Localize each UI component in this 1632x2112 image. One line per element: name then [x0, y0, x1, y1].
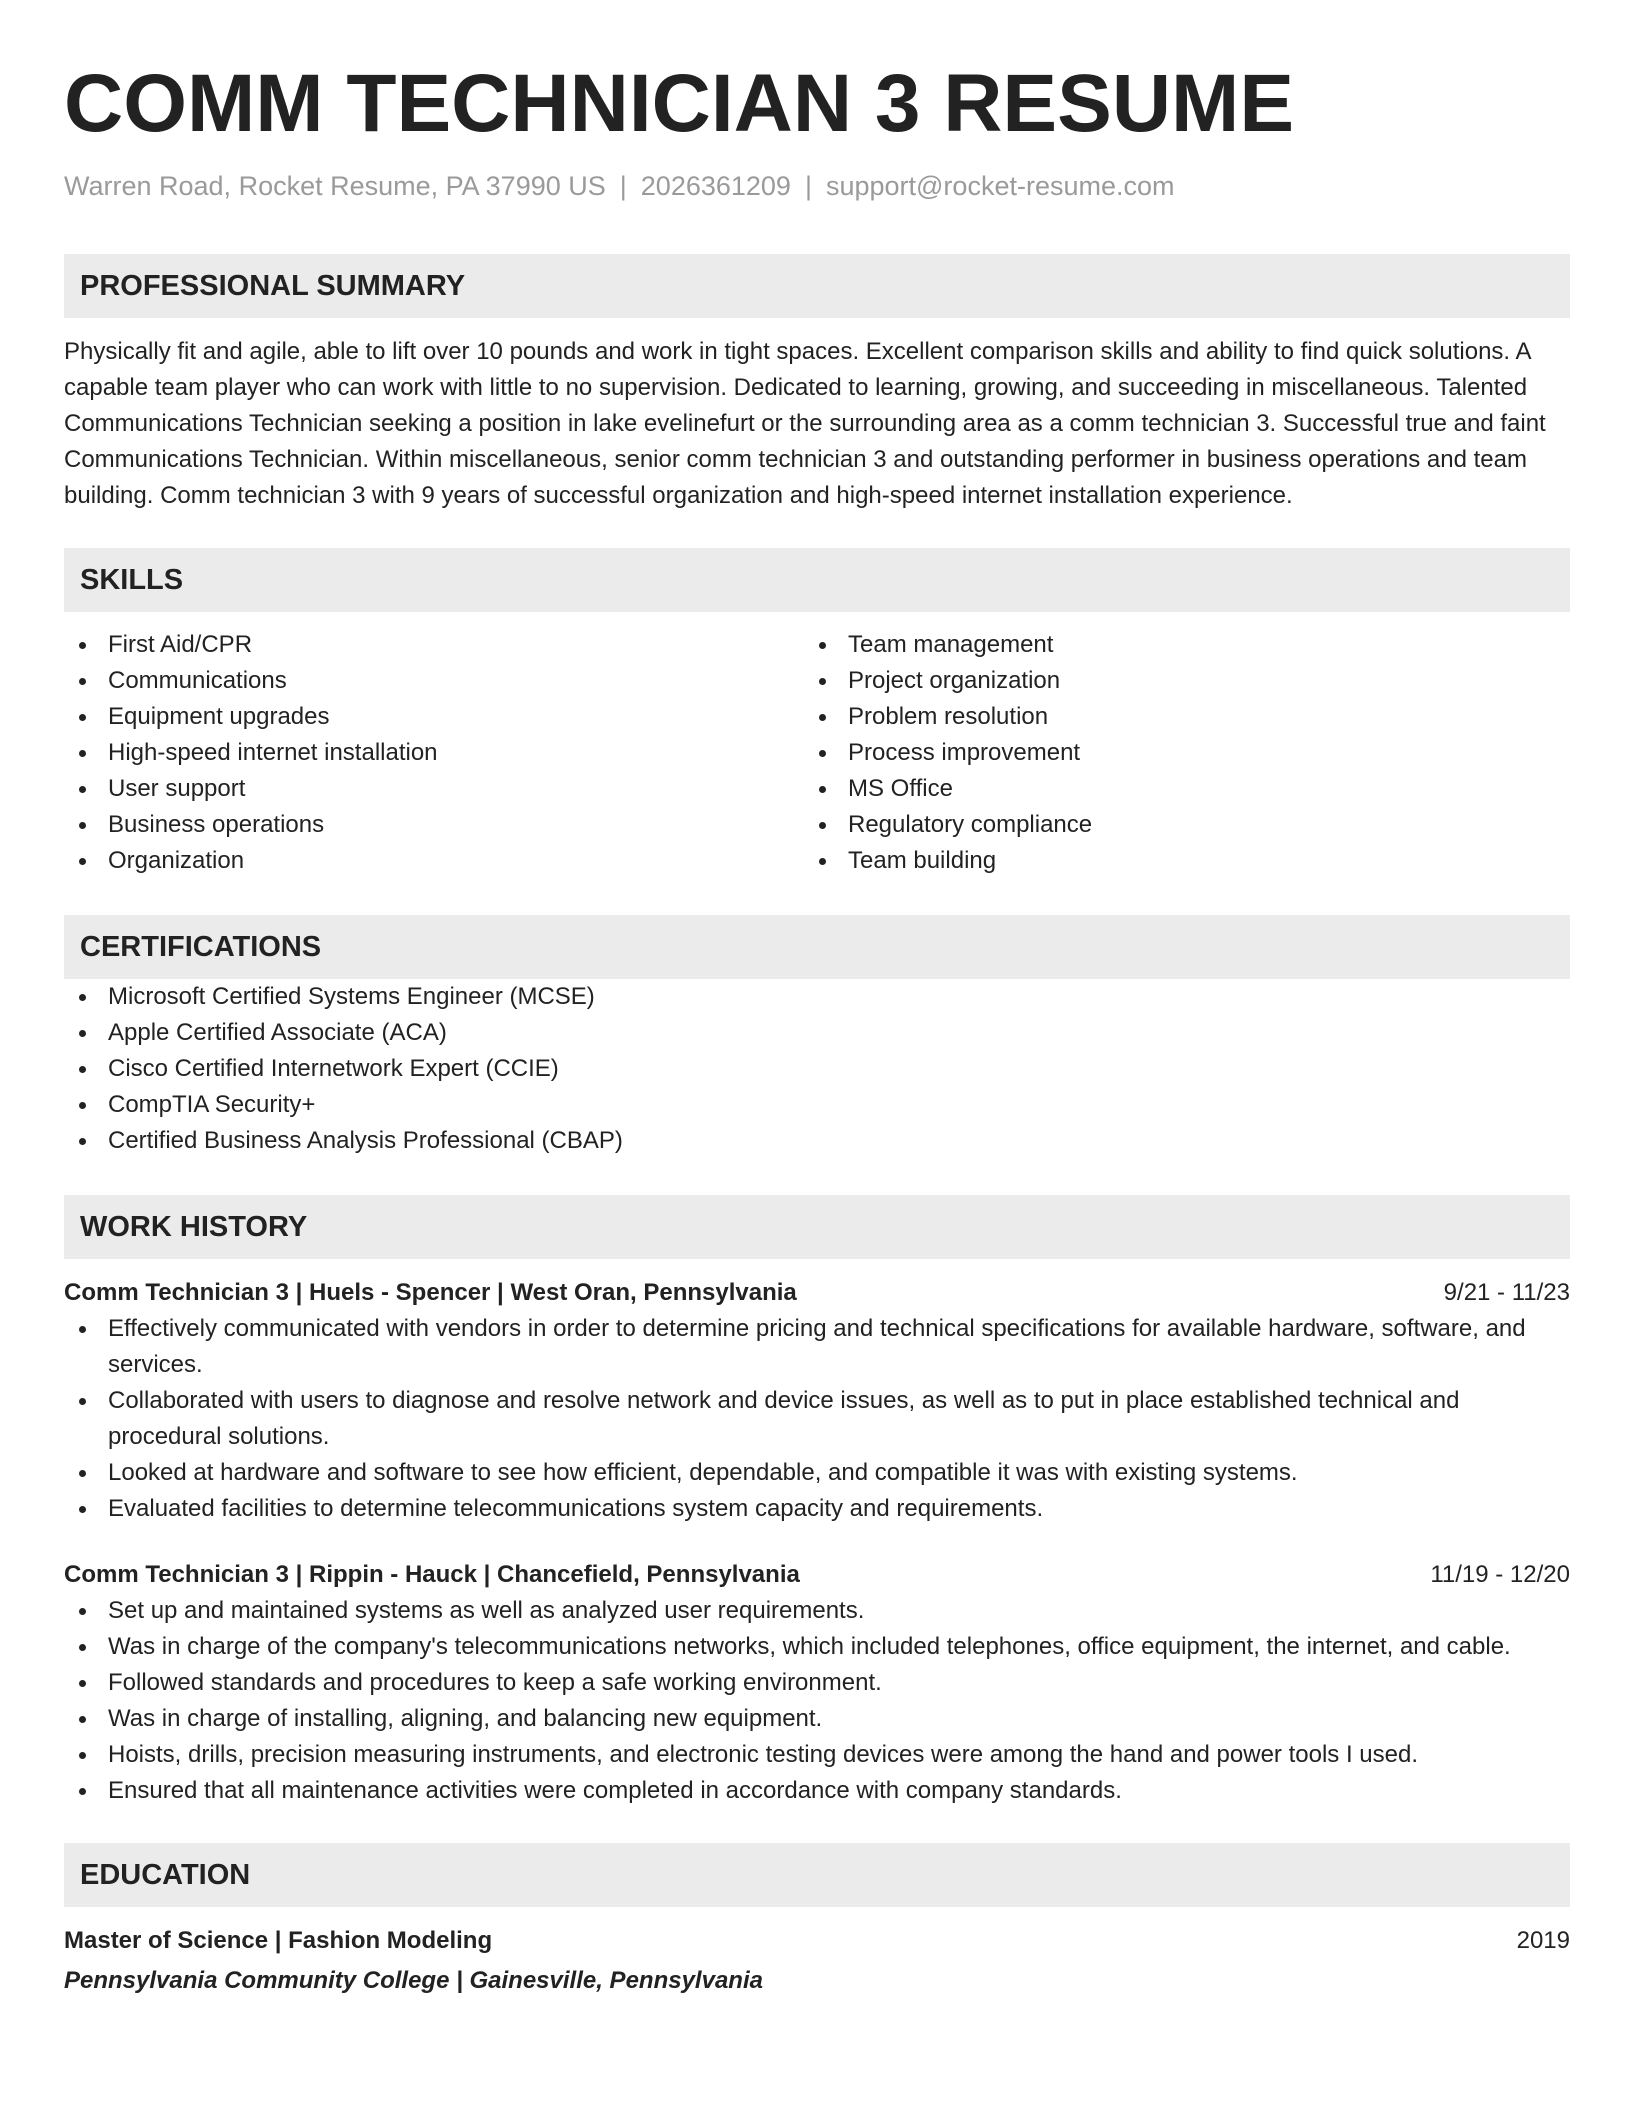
certification-item: Microsoft Certified Systems Engineer (MCSE) — [64, 979, 1570, 1015]
job-title: Comm Technician 3 | Rippin - Hauck | Chancefield, Pennsylvania — [64, 1561, 800, 1588]
skill-item: Problem resolution — [804, 699, 1544, 735]
education-header — [64, 1923, 1570, 1959]
job-duty-item: Was in charge of installing, aligning, and balancing new equipment. — [64, 1701, 1570, 1737]
skill-item: Project organization — [804, 663, 1544, 699]
skill-item: First Aid/CPR — [64, 627, 804, 663]
skills-heading: SKILLS — [64, 548, 1570, 612]
skill-item: Business operations — [64, 807, 804, 843]
skill-item: Team management — [804, 627, 1544, 663]
contact-phone: 2026361209 — [640, 171, 791, 201]
education-year: 2019 — [1516, 1927, 1570, 1954]
education-school: Pennsylvania Community College | Gainesville, Pennsylvania — [64, 1967, 763, 1994]
job-duty-item: Was in charge of the company's telecommunications networks, which included telephones, office equipment, the internet, and cable. — [64, 1629, 1570, 1665]
skills-list-right — [804, 627, 1544, 879]
certification-item: Certified Business Analysis Professional (CBAP) — [64, 1123, 1570, 1159]
job-duty-item: Evaluated facilities to determine telecommunications system capacity and requirements. — [64, 1491, 1570, 1527]
skill-item: User support — [64, 771, 804, 807]
skills-column-right — [804, 627, 1544, 879]
education-heading: EDUCATION — [64, 1843, 1570, 1907]
certification-item: Apple Certified Associate (ACA) — [64, 1015, 1570, 1051]
certifications-list — [64, 979, 1570, 1159]
job-header — [64, 1557, 1570, 1593]
skills-grid — [64, 627, 1570, 879]
job-title: Comm Technician 3 | Huels - Spencer | West Oran, Pennsylvania — [64, 1279, 797, 1306]
certifications-heading: CERTIFICATIONS — [64, 915, 1570, 979]
job-duties-list — [64, 1593, 1570, 1809]
job-dates: 9/21 - 11/23 — [1443, 1279, 1570, 1306]
certification-item: CompTIA Security+ — [64, 1087, 1570, 1123]
contact-address: Warren Road, Rocket Resume, PA 37990 US — [64, 171, 606, 201]
skill-item: Process improvement — [804, 735, 1544, 771]
contact-email: support@rocket-resume.com — [825, 171, 1175, 201]
job-duty-item: Effectively communicated with vendors in order to determine pricing and technical specifications for available hardware, software, and services. — [64, 1311, 1570, 1383]
skill-item: High-speed internet installation — [64, 735, 804, 771]
skill-item: Regulatory compliance — [804, 807, 1544, 843]
job-duties-list — [64, 1311, 1570, 1527]
summary-text: Physically fit and agile, able to lift over 10 pounds and work in tight spaces. Excellent comparison skills and ability to find quick solutions. A capable team player who can work with little to no supervision. Dedicated to learning, growing, and succeeding in miscellaneous. Talented Communications Technician seeking a position in lake evelinefurt or the surrounding area as a comm technician 3. Successful true and faint Communications Technician. Within miscellaneous, senior comm technician 3 and outstanding performer in business operations and team building. Comm technician 3 with 9 years of successful organization and high-speed internet installation experience. — [64, 338, 1546, 509]
job-duty-item: Hoists, drills, precision measuring instruments, and electronic testing devices were among the hand and power tools I used. — [64, 1737, 1570, 1773]
skill-item: Equipment upgrades — [64, 699, 804, 735]
skill-item: MS Office — [804, 771, 1544, 807]
skill-item: Communications — [64, 663, 804, 699]
job-header — [64, 1275, 1570, 1311]
skill-item: Organization — [64, 843, 804, 879]
job-duty-item: Followed standards and procedures to keep a safe working environment. — [64, 1665, 1570, 1701]
work-history-heading: WORK HISTORY — [64, 1195, 1570, 1259]
job-entry — [64, 1275, 1570, 1527]
job-duty-item: Collaborated with users to diagnose and resolve network and device issues, as well as to put in place established technical and procedural solutions. — [64, 1383, 1570, 1455]
contact-separator: | — [804, 171, 812, 201]
summary-heading: PROFESSIONAL SUMMARY — [64, 254, 1570, 318]
job-duty-item: Looked at hardware and software to see how efficient, dependable, and compatible it was with existing systems. — [64, 1455, 1570, 1491]
resume-title: COMM TECHNICIAN 3 RESUME — [64, 58, 1295, 149]
job-duty-item: Ensured that all maintenance activities were completed in accordance with company standards. — [64, 1773, 1570, 1809]
skills-list-left — [64, 627, 804, 879]
skill-item: Team building — [804, 843, 1544, 879]
job-entry — [64, 1557, 1570, 1809]
job-duty-item: Set up and maintained systems as well as analyzed user requirements. — [64, 1593, 1570, 1629]
contact-separator: | — [619, 171, 627, 201]
education-degree: Master of Science | Fashion Modeling — [64, 1927, 493, 1954]
job-dates: 11/19 - 12/20 — [1430, 1561, 1570, 1588]
certification-item: Cisco Certified Internetwork Expert (CCIE) — [64, 1051, 1570, 1087]
skills-column-left — [64, 627, 804, 879]
contact-line — [64, 166, 1570, 206]
